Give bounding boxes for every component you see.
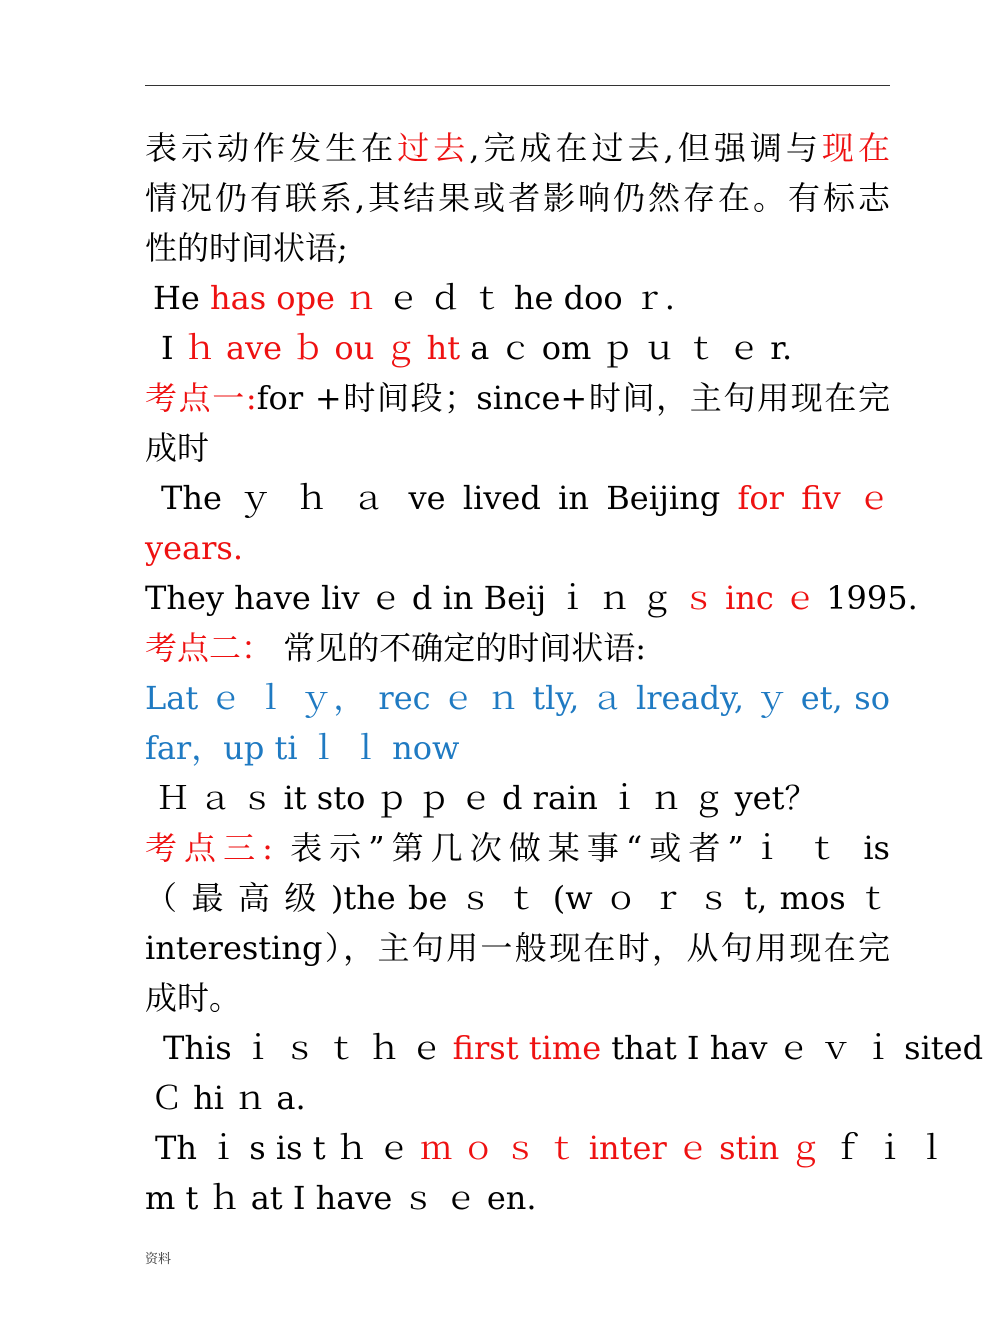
body-text: 成时 — [145, 429, 210, 467]
body-text: 性的时间状语; — [145, 229, 348, 267]
text-line-l18 — [145, 978, 890, 1022]
body-text: The ｙ ｈ ａ ve lived in Beijing — [161, 479, 738, 517]
text-line-l5 — [145, 328, 890, 372]
body-text: 情况仍有联系,其结果或者影响仍然存在。有标志 — [145, 179, 890, 217]
text-line-l6 — [145, 378, 890, 422]
blue-highlight-text: far，up ti ｌ ｌ now — [145, 729, 460, 767]
body-text: 表示动作发生在 — [145, 129, 398, 167]
text-line-l10 — [145, 578, 918, 622]
body-text: for +时间段；since+时间，主句用现在完 — [256, 379, 890, 417]
text-line-l20 — [145, 1078, 890, 1122]
body-text: I — [161, 329, 184, 367]
body-text: 常见的不确定的时间状语: — [273, 629, 646, 667]
red-highlight-text: 考点三: — [145, 829, 273, 867]
text-line-l7 — [145, 428, 890, 472]
text-line-l1 — [145, 128, 890, 172]
body-text: a ｃ om ｐ ｕ ｔ ｅ r. — [460, 329, 793, 367]
body-text: Th ｉ s is t ｈ ｅ — [155, 1129, 421, 1167]
red-highlight-text: ｈ ave ｂ ou ｇ ht — [183, 329, 461, 367]
body-text: ｆ ｉ ｌ — [821, 1129, 948, 1167]
text-line-l13 — [145, 728, 890, 772]
text-line-l15 — [145, 828, 890, 872]
text-line-l8 — [145, 478, 890, 522]
text-line-l17 — [145, 928, 890, 972]
text-line-l16 — [145, 878, 890, 922]
header-rule — [145, 85, 890, 86]
body-text: interesting），主句用一般现在时，从句用现在完 — [145, 929, 890, 967]
body-text: 成时。 — [145, 979, 242, 1017]
body-text: （ 最 高 级 )the be ｓ ｔ (w ｏ ｒ ｓ t, mos ｔ — [145, 879, 890, 917]
text-line-l11 — [145, 628, 890, 672]
text-line-l21 — [145, 1128, 948, 1172]
red-highlight-text: first time — [452, 1029, 602, 1067]
red-highlight-text: 现在 — [821, 129, 890, 167]
body-text: They have liv ｅ d in Beij ｉ ｎ ｇ — [145, 579, 683, 617]
text-line-l12 — [145, 678, 890, 722]
red-highlight-text: years. — [145, 529, 243, 567]
body-text: Ｈ ａ ｓ it sto ｐ ｐ ｅ d rain ｉ ｎ ｇ yet？ — [157, 779, 817, 817]
body-text: that I hav ｅ ｖ ｉ sited — [601, 1029, 983, 1067]
text-line-l4 — [145, 278, 890, 322]
text-line-l2 — [145, 178, 890, 222]
red-highlight-text: 考点一: — [145, 379, 257, 417]
blue-highlight-text: Lat ｅ ｌ ｙ， rec ｅ ｎ tly, ａ lready, ｙ et, so — [145, 679, 890, 717]
red-highlight-text: has ope ｎ — [210, 279, 378, 317]
body-text: 表示”第几次做某事“或者”ｉ ｔ is — [272, 829, 890, 867]
red-highlight-text: for fiv ｅ — [737, 479, 890, 517]
red-highlight-text: ｓ inc ｅ — [682, 579, 817, 617]
body-text: ｅ ｄ ｔ he doo ｒ. — [377, 279, 675, 317]
red-highlight-text: 过去 — [397, 129, 470, 167]
body-text: This ｉ ｓ ｔ ｈ ｅ — [163, 1029, 453, 1067]
text-line-l14 — [145, 778, 890, 822]
text-line-l22 — [145, 1178, 890, 1222]
text-line-l9 — [145, 528, 890, 572]
red-highlight-text: ｍ ｏ ｓ ｔ inter ｅ stin ｇ — [420, 1129, 822, 1167]
body-text: Ｃ hi ｎ a. — [151, 1079, 306, 1117]
body-text: ,完成在过去,但强调与 — [469, 129, 822, 167]
footer-label: 资料 — [145, 1252, 172, 1267]
text-line-l3 — [145, 228, 890, 272]
body-text: 1995. — [816, 579, 918, 617]
text-line-l19 — [145, 1028, 983, 1072]
red-highlight-text: 考点二： — [145, 629, 274, 667]
body-text: He — [153, 279, 211, 317]
body-text: m t ｈ at I have ｓ ｅ en. — [145, 1179, 537, 1217]
